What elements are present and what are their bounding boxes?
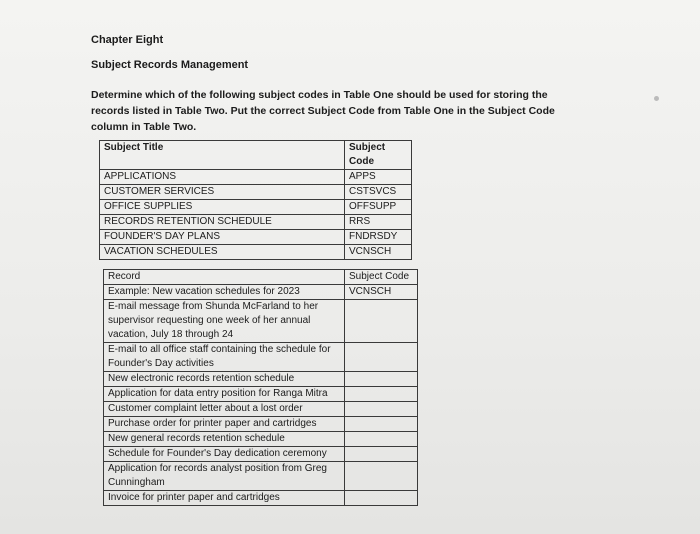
record-cell: New electronic records retention schedule: [104, 372, 345, 387]
table-one: [99, 140, 412, 260]
record-cell: Example: New vacation schedules for 2023: [104, 285, 345, 300]
subject-code-cell[interactable]: [345, 462, 418, 491]
instructions-paragraph: Determine which of the following subject codes in Table One should be used for storing the records listed in Table Two. Put the correct Subject Code from Table One in the Subject Code column in Table Two.: [91, 89, 555, 133]
record-cell: Invoice for printer paper and cartridges: [104, 491, 345, 506]
subject-title-cell: OFFICE SUPPLIES: [100, 200, 345, 215]
subject-code-cell: CSTSVCS: [345, 185, 412, 200]
table-row: [100, 185, 412, 200]
subject-title-cell: RECORDS RETENTION SCHEDULE: [100, 215, 345, 230]
table-two-header-record: Record: [104, 270, 345, 285]
subject-title-cell: VACATION SCHEDULES: [100, 245, 345, 260]
table-two-header-code: Subject Code: [345, 270, 418, 285]
record-cell: Purchase order for printer paper and cartridges: [104, 417, 345, 432]
table-one-header-code: Subject Code: [345, 141, 412, 170]
subject-code-cell: FNDRSDY: [345, 230, 412, 245]
subject-code-cell: VCNSCH: [345, 245, 412, 260]
table-row: [104, 432, 418, 447]
section-title: Subject Records Management: [91, 59, 249, 71]
record-cell: E-mail to all office staff containing the schedule for Founder's Day activities: [104, 343, 345, 372]
table-one-header-row: [100, 141, 412, 170]
table-row: [104, 417, 418, 432]
table-row: [104, 447, 418, 462]
record-cell: E-mail message from Shunda McFarland to her supervisor requesting one week of her annual vacation, July 18 through 24: [104, 300, 345, 343]
subject-title-cell: APPLICATIONS: [100, 170, 345, 185]
subject-code-cell[interactable]: [345, 447, 418, 462]
subject-code-cell[interactable]: [345, 402, 418, 417]
subject-code-cell: RRS: [345, 215, 412, 230]
subject-code-cell[interactable]: [345, 432, 418, 447]
table-two-header-row: [104, 270, 418, 285]
subject-code-cell[interactable]: [345, 417, 418, 432]
subject-code-cell[interactable]: [345, 372, 418, 387]
table-two: [103, 269, 418, 506]
subject-code-cell[interactable]: [345, 300, 418, 343]
table-row: [104, 285, 418, 300]
table-row: [100, 215, 412, 230]
subject-title-cell: FOUNDER'S DAY PLANS: [100, 230, 345, 245]
subject-code-cell[interactable]: [345, 491, 418, 506]
record-cell: Customer complaint letter about a lost order: [104, 402, 345, 417]
table-row: [100, 200, 412, 215]
table-row: [104, 402, 418, 417]
subject-code-cell: OFFSUPP: [345, 200, 412, 215]
subject-code-cell: APPS: [345, 170, 412, 185]
table-row: [104, 462, 418, 491]
table-row: [100, 170, 412, 185]
smudge-dot: [654, 96, 659, 101]
record-cell: Application for data entry position for Ranga Mitra: [104, 387, 345, 402]
subject-code-cell[interactable]: VCNSCH: [345, 285, 418, 300]
subject-title-cell: CUSTOMER SERVICES: [100, 185, 345, 200]
table-row: [104, 343, 418, 372]
subject-code-cell[interactable]: [345, 343, 418, 372]
table-one-header-title: Subject Title: [100, 141, 345, 170]
table-row: [104, 387, 418, 402]
subject-code-cell[interactable]: [345, 387, 418, 402]
record-cell: New general records retention schedule: [104, 432, 345, 447]
chapter-heading: Chapter Eight: [91, 34, 164, 46]
table-row: [104, 372, 418, 387]
record-cell: Application for records analyst position from Greg Cunningham: [104, 462, 345, 491]
table-row: [100, 245, 412, 260]
table-row: [104, 300, 418, 343]
table-row: [104, 491, 418, 506]
record-cell: Schedule for Founder's Day dedication ceremony: [104, 447, 345, 462]
table-row: [100, 230, 412, 245]
